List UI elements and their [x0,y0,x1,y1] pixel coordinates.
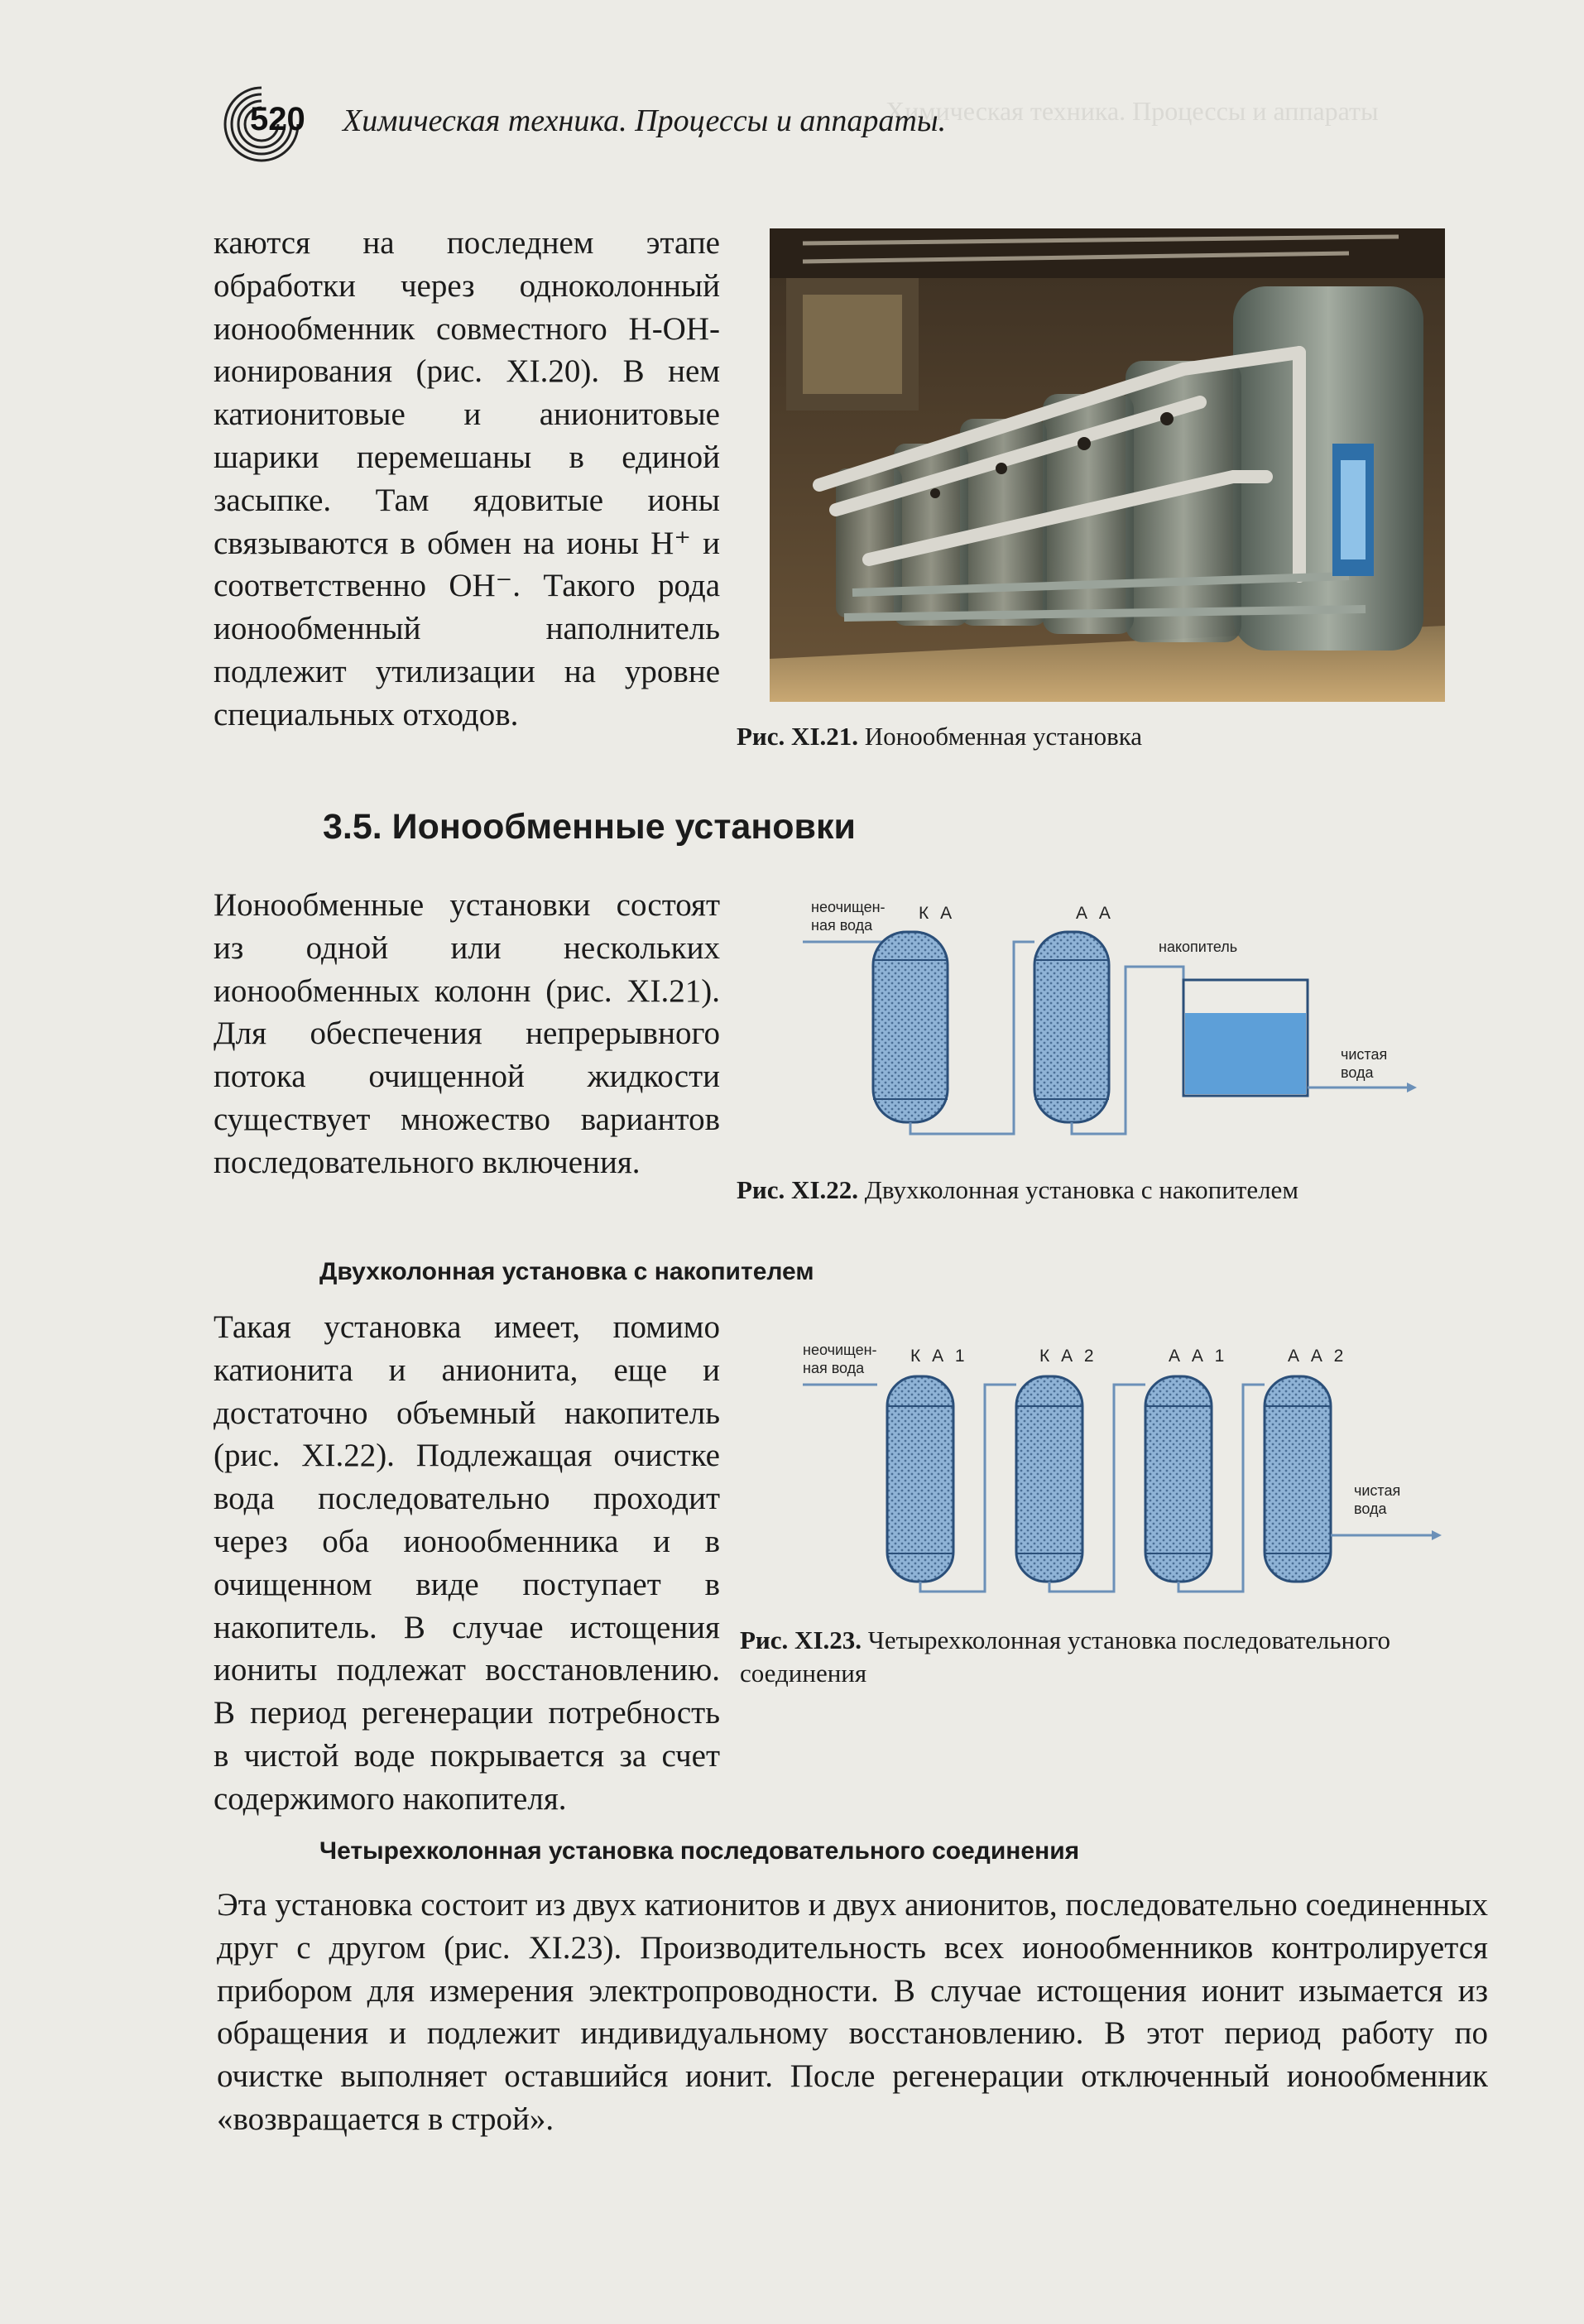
section-heading: 3.5. Ионообменные установки [323,807,856,847]
subsection-1-heading: Двухколонная установка с накопителем [319,1258,814,1285]
subsection-2-paragraph-block [217,1884,1488,2141]
figure-22-text: Двухколонная установка с накопителем [864,1175,1298,1204]
outlet-label-line1: чистая [1341,1046,1388,1063]
inlet-label-line2: ная вода [811,917,873,934]
subsection-2-paragraph: Эта установка состоит из двух катионитов и двух анионитов, последовательно соединенных друг с другом (рис. XI.23). Производительность всех ионообменников контролируется прибором для измерения электропроводности. В случае истощения ионит изымается из обращения и подлежит индивидуальному восстановлению. В этот период работу по очистке выполняет оставшийся ионит. После регенерации отключенный ионообменник «возвращается в строй». [217,1887,1488,2137]
figure-22-label: Рис. XI.22. [737,1175,859,1204]
figure-22-caption [737,1174,1481,1207]
figure-23-caption [740,1624,1485,1690]
column-ka [873,932,948,1122]
outlet-arrow-icon [1432,1530,1442,1540]
plant-photo-illustration [770,228,1445,702]
column-aa1-label: А А 1 [1169,1347,1228,1366]
column-ka1 [887,1376,953,1582]
column-ka2-label: К А 2 [1039,1347,1097,1366]
column-aa1 [1145,1376,1212,1582]
inlet-label-line1: неочищен- [811,899,886,915]
inlet-label-line1: неочищен- [803,1342,877,1358]
section-paragraph-block [214,884,720,1184]
storage-tank [1183,980,1308,1096]
outlet-label-line1: чистая [1354,1482,1401,1499]
intro-paragraph: каются на последнем этапе обработки через одноколонный ионообменник совместного Н-ОН-ионирования (рис. XI.20). В нем катионитовые и анионитовые шарики перемешаны в единой засыпке. Там ядовитые ионы связываются в обмен на ионы Н⁺ и соответственно ОН⁻. Такого рода ионообменный наполнитель подлежит утилизации на уровне специальных отходов. [214,225,720,732]
two-column-diagram [794,892,1490,1140]
column-aa-label: А А [1076,904,1114,923]
figure-21-caption [737,720,1481,753]
outlet-label-line2: вода [1341,1064,1374,1081]
subsection-1-paragraph-block [214,1306,720,1821]
column-ka-label: К А [919,904,956,923]
subsection-2-heading: Четырехколонная установка последовательного соединения [319,1837,1080,1865]
running-title: Химическая техника. Процессы и аппараты. [343,103,947,138]
figure-21-text: Ионообменная установка [864,722,1143,751]
outlet-arrow-icon [1407,1083,1417,1092]
column-ka1-label: К А 1 [910,1347,968,1366]
column-aa [1034,932,1109,1122]
column-ka2 [1016,1376,1082,1582]
subsection-1-paragraph: Такая установка имеет, помимо катионита и анионита, еще и достаточно объемный накопитель (рис. XI.22). Подлежащая очистке вода последовательно проходит через оба ионообменника и в очищенном виде поступает в накопитель. В случае истощения иониты подлежат восстановлению. В период регенерации потребность в чистой воде покрывается за счет содержимого накопителя. [214,1309,720,1817]
four-column-diagram [794,1337,1490,1601]
column-aa2-label: А А 2 [1288,1347,1347,1366]
figure-21-label: Рис. XI.21. [737,722,859,751]
figure-23-label: Рис. XI.23. [740,1625,862,1654]
ion-exchange-plant-photo [770,228,1445,702]
bleed-through: Химическая техника. Процессы и аппараты [886,96,1379,126]
section-paragraph: Ионообменные установки состоят из одной или нескольких ионообменных колонн (рис. XI.21). Для обеспечения непрерывного потока очищенной жидкости существует множество вариантов последовательного включения. [214,887,720,1180]
column-aa2 [1265,1376,1331,1582]
figure-23-text: Четырехколонная установка последовательного соединения [740,1625,1391,1688]
inlet-label-line2: ная вода [803,1360,865,1376]
outlet-label-line2: вода [1354,1501,1387,1517]
page-number: 520 [250,101,305,137]
storage-label: накопитель [1159,939,1238,955]
intro-paragraph-block [214,222,720,737]
